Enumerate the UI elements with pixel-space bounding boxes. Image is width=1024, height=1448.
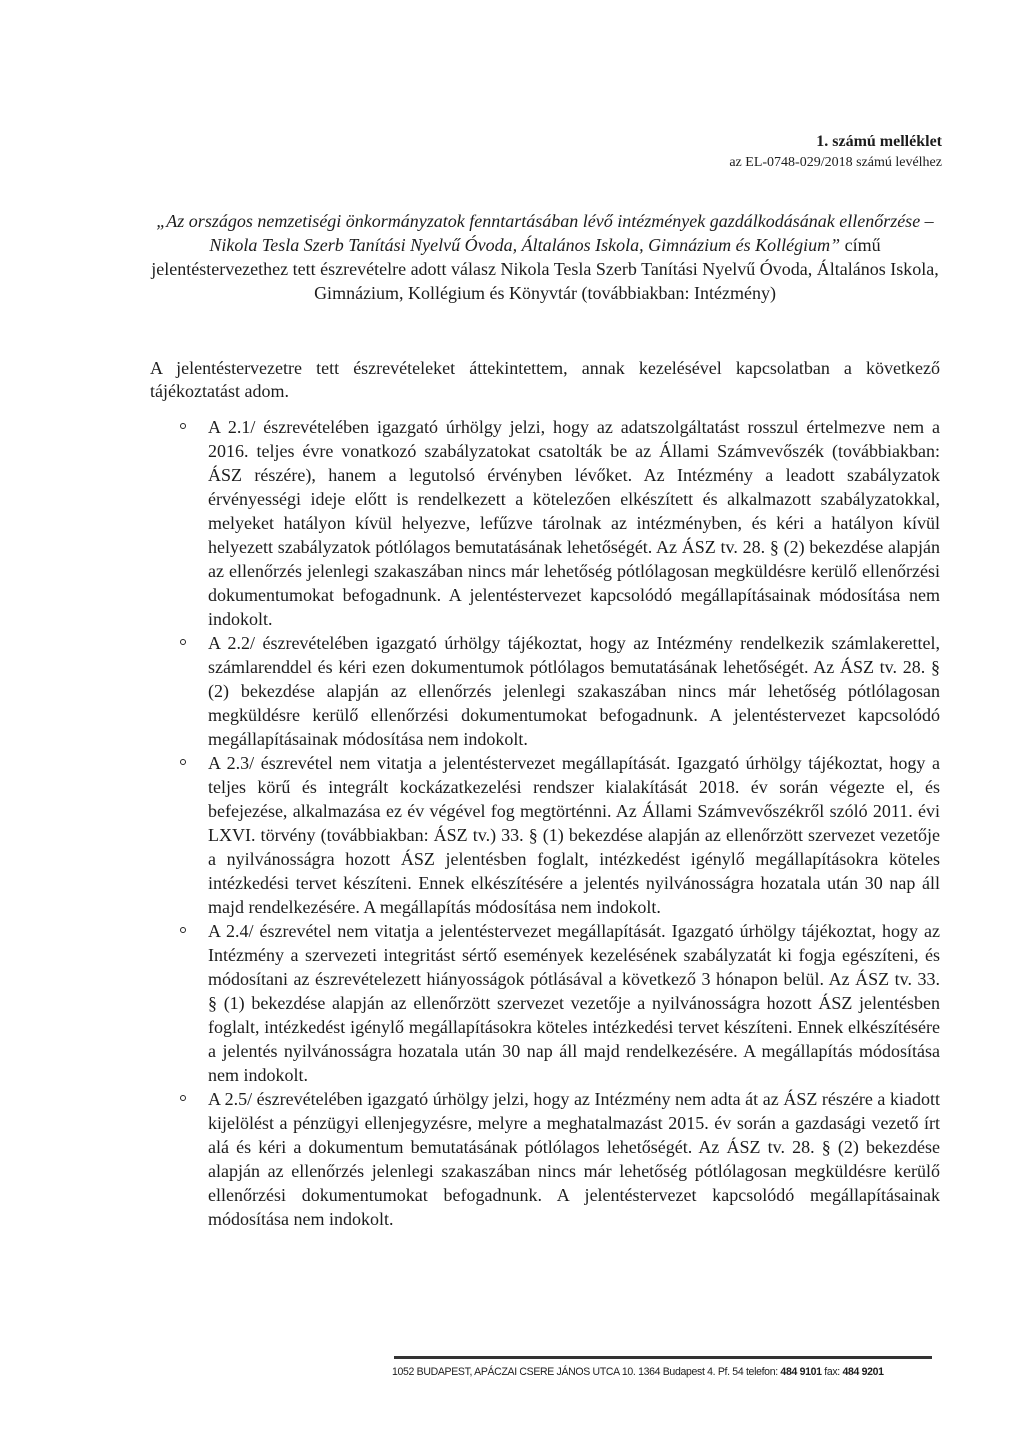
- footer-fax-label: fax:: [824, 1366, 840, 1378]
- title-rest: című jelentéstervezethez tett észrevételre adott válasz Nikola Tesla Szerb Tanítási Nyelvű Óvoda, Általános Iskola, Gimnázium, Kollégium és Könyvtár (továbbiakban: Intézmény): [151, 235, 939, 303]
- list-item-text: A 2.2/ észrevételében igazgató úrhölgy tájékoztat, hogy az Intézmény rendelkezik számlakerettel, számlarenddel és kéri ezen dokumentumok pótlólagos bemutatásának lehetőségét. Az ÁSZ tv. 28. § (2) bekezdése alapján az ellenőrzés jelenlegi szakaszában nincs már lehetőség pótlólagosan megküldésre kerülő ellenőrzési dokumentumokat befogadnunk. A jelentéstervezet kapcsolódó megállapításainak módosítása nem indokolt.: [208, 633, 940, 749]
- list-item-text: A 2.3/ észrevétel nem vitatja a jelentéstervezet megállapítását. Igazgató úrhölgy tájékoztat, hogy a teljes körű és integrált kockázatkezelési rendszer kialakítását 2018. év során végezte el, és befejezése, alkalmazása ez év végével fog megtörténni. Az Állami Számvevőszékről szóló 2011. évi LXVI. törvény (továbbiakban: ÁSZ tv.) 33. § (1) bekezdése alapján az ellenőrzött szervezet vezetője a nyilvánosságra hozott ÁSZ jelentésben foglalt, intézkedést igénylő megállapításokra köteles intézkedési tervet készíteni. Ennek elkészítésére a jelentés nyilvánosságra hozatala után 30 nap áll majd rendelkezésére. A megállapítás módosítása nem indokolt.: [208, 753, 940, 917]
- bullet-icon: [180, 423, 186, 429]
- footer-phone-label: telefon:: [745, 1366, 778, 1378]
- annex-reference: az EL-0748-029/2018 számú levélhez: [729, 155, 942, 170]
- footer-address: 1052 BUDAPEST, APÁCZAI CSERE JÁNOS UTCA 10. 1364 Budapest 4. Pf. 54: [392, 1366, 744, 1378]
- bullet-icon: [180, 759, 186, 765]
- annex-title: 1. számú melléklet: [816, 133, 942, 150]
- intro-paragraph: A jelentéstervezetre tett észrevételeket áttekintettem, annak kezelésével kapcsolatban a következő tájékoztatást adom.: [150, 358, 940, 401]
- list-item: [178, 415, 940, 631]
- bullet-icon: [180, 1095, 186, 1101]
- document-title: [150, 209, 940, 305]
- bullet-icon: [180, 639, 186, 645]
- list-item: [178, 1087, 940, 1231]
- footer-fax: 484 9201: [842, 1366, 884, 1378]
- list-item: [178, 631, 940, 751]
- footer-divider: [394, 1356, 932, 1359]
- report-title: „Az országos nemzetiségi önkormányzatok fenntartásában lévő intézmények gazdálkodásának ellenőrzése – Nikola Tesla Szerb Tanítási Nyelvű Óvoda, Általános Iskola, Gimnázium és Kollégium”: [156, 211, 934, 255]
- list-item-text: A 2.1/ észrevételében igazgató úrhölgy jelzi, hogy az adatszolgáltatást rosszul értelmezve nem a 2016. teljes évre vonatkozó szabályzatokat csatolták be az Állami Számvevőszék (továbbiakban: ÁSZ részére), hanem a legutolsó érvényben lévőket. Az Intézmény a leadott szabályzatok érvényességi ideje előtt is rendelkezett a kötelezően elkészített és alkalmazott szabályzatokkal, melyeket hatályon kívül helyezve, lefűzve tárolnak az intézményben, és kéri a hatályon kívül helyezett szabályzatok pótlólagos bemutatásának lehetőségét. Az ÁSZ tv. 28. § (2) bekezdése alapján az ellenőrzés jelenlegi szakaszában nincs már lehetőség pótlólagosan megküldésre kerülő ellenőrzési dokumentumokat befogadnunk. A jelentéstervezet kapcsolódó megállapításainak módosítása nem indokolt.: [208, 417, 940, 629]
- observation-list: [178, 415, 940, 1231]
- list-item: [178, 919, 940, 1087]
- footer-phone: 484 9101: [780, 1366, 822, 1378]
- list-item-text: A 2.5/ észrevételében igazgató úrhölgy jelzi, hogy az Intézmény nem adta át az ÁSZ részére a kiadott kijelölést a pénzügyi ellenjegyzésre, melyre a meghatalmazást 2015. év során a gazdasági vezető írt alá és kéri a dokumentum bemutatásának pótlólagos lehetőségét. Az ÁSZ tv. 28. § (2) bekezdése alapján az ellenőrzés jelenlegi szakaszában nincs már lehetőség pótlólagosan megküldésre kerülő ellenőrzési dokumentumokat befogadnunk. A jelentéstervezet kapcsolódó megállapításainak módosítása nem indokolt.: [208, 1089, 940, 1229]
- bullet-icon: [180, 927, 186, 933]
- annex-header: [729, 131, 942, 173]
- footer-contact: [392, 1364, 894, 1380]
- list-item: [178, 751, 940, 919]
- list-item-text: A 2.4/ észrevétel nem vitatja a jelentéstervezet megállapítását. Igazgató úrhölgy tájékoztat, hogy az Intézmény a szervezeti integritást sértő események kezelésének szabályzatát ki fogja egészíteni, és módosítani az észrevételezett hiányosságok pótlásával a következő 3 hónapon belül. Az ÁSZ tv. 33. § (1) bekezdése alapján az ellenőrzött szervezet vezetője a nyilvánosságra hozott ÁSZ jelentésben foglalt, intézkedést igénylő megállapításokra köteles intézkedési tervet készíteni. Ennek elkészítésére a jelentés nyilvánosságra hozatala után 30 nap áll majd rendelkezésére. A megállapítás módosítása nem indokolt.: [208, 921, 940, 1085]
